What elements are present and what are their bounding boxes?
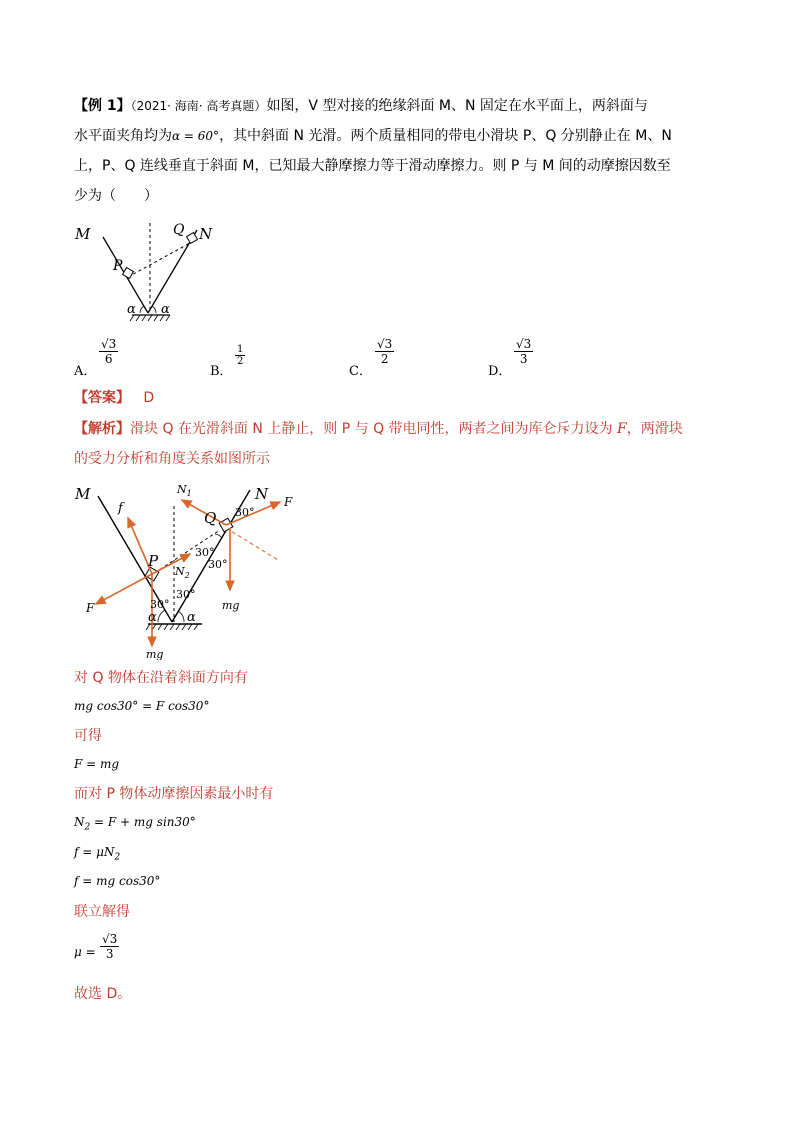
label-p: P (148, 552, 159, 570)
arc-left (158, 610, 165, 622)
question-text-2b: ，其中斜面 N 光滑。两个质量相同的带电小滑块 P、Q 分别静止在 M、N (219, 128, 672, 144)
equation-6-lhs: μ = (74, 945, 96, 959)
solution-step-1: 对 Q 物体在沿着斜面方向有 (74, 670, 248, 686)
label-angle-1: 30° (235, 506, 255, 519)
eq6-den: 3 (105, 947, 114, 961)
choice-c-den: 2 (380, 352, 389, 366)
label-m: M (75, 485, 91, 503)
arc-left (140, 306, 144, 313)
choice-a-letter: A． (74, 364, 97, 379)
label-q: Q (173, 222, 185, 238)
choice-b-den: 2 (237, 356, 244, 367)
label-angle-5: 30° (150, 598, 170, 611)
label-q: Q (204, 509, 217, 527)
choice-a-den: 6 (104, 352, 113, 366)
label-angle-2: 30° (195, 546, 215, 559)
arc-right (178, 611, 184, 622)
analysis-text-1-tail: ，两滑块 (626, 421, 683, 437)
block-p (123, 268, 134, 279)
figure-2 (70, 478, 300, 660)
slope-normal-dashed (226, 528, 278, 560)
question-line-3: 上，P、Q 连线垂直于斜面 M，已知最大静摩擦力等于滑动摩擦力。则 P 与 M 间的动摩擦因数至 (74, 158, 671, 174)
label-m: M (75, 225, 91, 243)
question-line-1 (74, 96, 648, 116)
solution-step-2: 可得 (74, 728, 102, 744)
equation-6-fraction (100, 932, 119, 961)
label-mg-left: mg (146, 648, 164, 660)
label-mg-right: mg (222, 599, 240, 612)
choice-a-fraction (99, 337, 118, 366)
solution-step-3: 而对 P 物体动摩擦因素最小时有 (74, 786, 274, 802)
label-f-right: F (284, 495, 293, 509)
label-alpha-left: α (127, 302, 136, 317)
force-arrow-f-left (96, 574, 152, 604)
choice-b-num: 1 (237, 344, 244, 355)
solution-step-4: 联立解得 (74, 904, 130, 920)
analysis-line-1 (74, 419, 683, 439)
label-f-left: F (86, 601, 95, 615)
choice-d-fraction (514, 337, 533, 366)
choice-c-letter: C． (349, 364, 372, 379)
arc-right (152, 306, 156, 313)
choice-c-fraction (375, 337, 394, 366)
question-text-2a: 水平面夹角均为 (74, 128, 172, 144)
label-n2: $N_2$ (175, 565, 190, 580)
label-p: P (113, 258, 123, 274)
question-line-4: 少为（ ） (74, 188, 158, 204)
example-tag: 【例 1】 (74, 98, 131, 114)
analysis-text-1: 滑块 Q 在光滑斜面 N 上静止，则 P 与 Q 带电同性，两者之间为库仑斥力设为 (130, 421, 613, 437)
analysis-force-f: F (617, 421, 627, 437)
choice-d-letter: D． (488, 364, 512, 379)
equation-5: f = mg cos30° (74, 874, 161, 888)
eq3-sub: 2 (84, 822, 91, 833)
pq-line (128, 243, 190, 277)
eq3-rest: = F + mg sin30° (90, 815, 196, 829)
analysis-line-2: 的受力分析和角度关系如图所示 (74, 451, 270, 467)
question-line-2 (74, 126, 672, 146)
label-alpha-right: α (187, 610, 196, 625)
eq3-n: N (74, 815, 85, 829)
equation-1: mg cos30° = F cos30° (74, 699, 210, 713)
label-n1: $N_1$ (177, 483, 192, 498)
alpha-value: α = 60° (172, 129, 220, 143)
choice-d-num: √3 (516, 337, 532, 351)
eq4-sub: 2 (114, 852, 121, 863)
analysis-label: 【解析】 (74, 421, 130, 437)
label-angle-4: 30° (176, 588, 196, 601)
equation-4 (74, 845, 120, 862)
arc-q (215, 534, 222, 538)
eq4-main: f = μN (74, 845, 115, 859)
label-alpha-left: α (148, 610, 157, 625)
question-source: （2021· 海南· 高考真题） (130, 99, 267, 113)
label-n: N (199, 225, 213, 243)
choice-b-fraction (235, 344, 245, 367)
eq6-num: √3 (102, 932, 118, 946)
choice-a-num: √3 (101, 337, 117, 351)
label-alpha-right: α (161, 302, 170, 317)
answer-label: 【答案】 (74, 390, 130, 406)
question-text-1: 如图，V 型对接的绝缘斜面 M、N 固定在水平面上，两斜面与 (266, 98, 648, 114)
figure-1 (70, 215, 230, 330)
choice-b-letter: B． (210, 364, 233, 379)
label-angle-3: 30° (208, 558, 228, 571)
label-f-friction: f (118, 501, 123, 516)
answer-value: D (143, 390, 155, 406)
label-n: N (255, 485, 269, 503)
block-q (187, 233, 198, 244)
equation-2: F = mg (74, 757, 120, 771)
answer-line (74, 388, 154, 408)
choice-d-den: 3 (519, 352, 528, 366)
solution-step-5: 故选 D。 (74, 986, 132, 1002)
equation-3 (74, 815, 196, 832)
choice-c-num: √3 (377, 337, 393, 351)
